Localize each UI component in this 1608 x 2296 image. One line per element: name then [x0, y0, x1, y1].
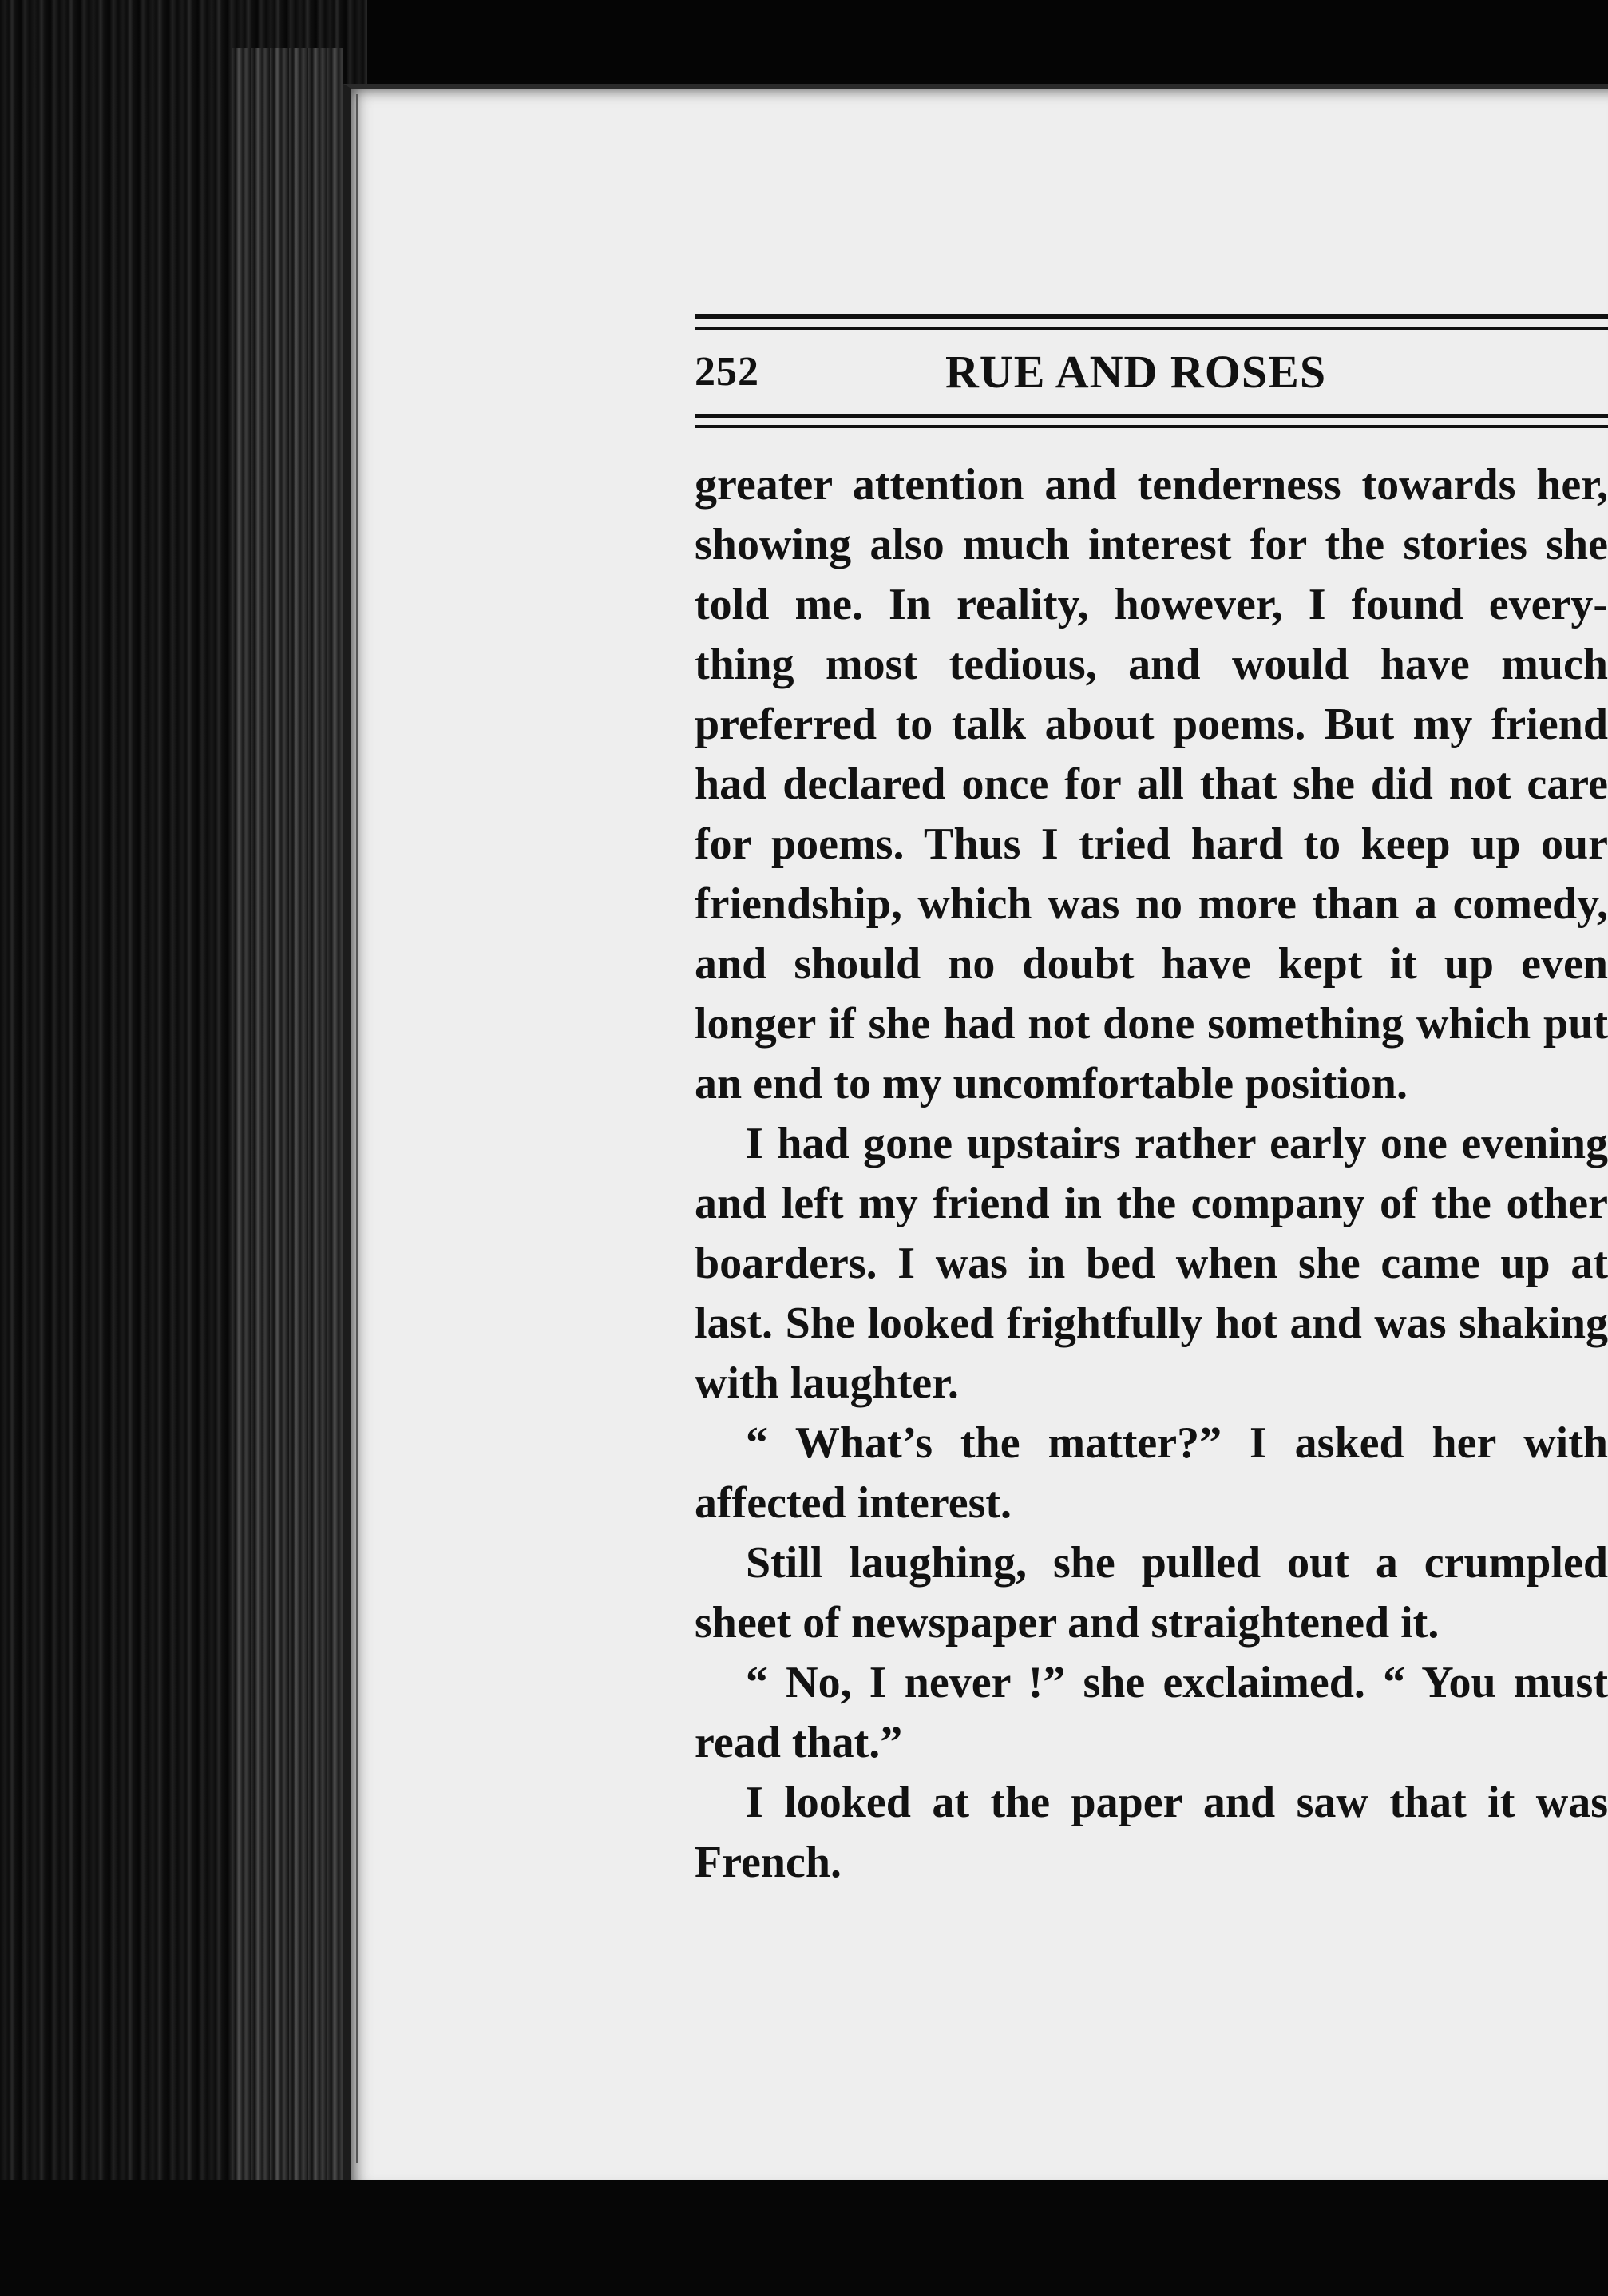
text-line: an end to my uncomfortable position.	[695, 1059, 1408, 1108]
text-line: preferred to talk about poems. But my friend	[695, 700, 1608, 749]
text-line: I had gone upstairs rather early one evening	[746, 1119, 1608, 1168]
page-number: 252	[695, 349, 759, 395]
text-line: greater attention and tenderness towards her,	[695, 460, 1608, 510]
text-line: affected interest.	[695, 1478, 1012, 1528]
book-title: RUE AND ROSES	[945, 346, 1327, 398]
text-line: friendship, which was no more than a comedy,	[695, 879, 1608, 929]
text-line: for poems. Thus I tried hard to keep up our	[695, 819, 1608, 869]
text-line: read that.”	[695, 1718, 903, 1767]
text-line: had declared once for all that she did not care	[695, 759, 1608, 809]
header-rule-top	[695, 314, 1608, 319]
body-text	[695, 455, 1608, 1893]
text-line: with laughter.	[695, 1358, 959, 1408]
header-rule-bottom	[695, 414, 1608, 418]
text-line: Still laughing, she pulled out a crumpled	[746, 1538, 1608, 1588]
page-edges	[232, 48, 343, 2236]
page-inner-border	[356, 94, 358, 2163]
text-line: boarders. I was in bed when she came up at	[695, 1239, 1608, 1288]
text-line: told me. In reality, however, I found every-	[695, 580, 1608, 629]
text-line: and should no doubt have kept it up even	[695, 939, 1608, 989]
text-line: I looked at the paper and saw that it was	[746, 1778, 1608, 1827]
scan-bottom-shadow	[0, 2180, 1608, 2296]
running-head	[695, 342, 1608, 406]
text-line: French.	[695, 1838, 842, 1887]
text-line: showing also much interest for the stories she	[695, 520, 1608, 569]
header-rule-bottom-thin	[695, 425, 1608, 428]
text-line: sheet of newspaper and straightened it.	[695, 1598, 1440, 1648]
text-line: longer if she had not done something which put	[695, 999, 1608, 1049]
text-line: thing most tedious, and would have much	[695, 640, 1608, 689]
text-line: “ What’s the matter?” I asked her with	[746, 1418, 1608, 1468]
text-line: and left my friend in the company of the other	[695, 1179, 1608, 1228]
text-line: “ No, I never !” she exclaimed. “ You must	[746, 1658, 1608, 1707]
text-line: last. She looked frightfully hot and was shaking	[695, 1299, 1608, 1348]
header-rule-top-thin	[695, 327, 1608, 330]
